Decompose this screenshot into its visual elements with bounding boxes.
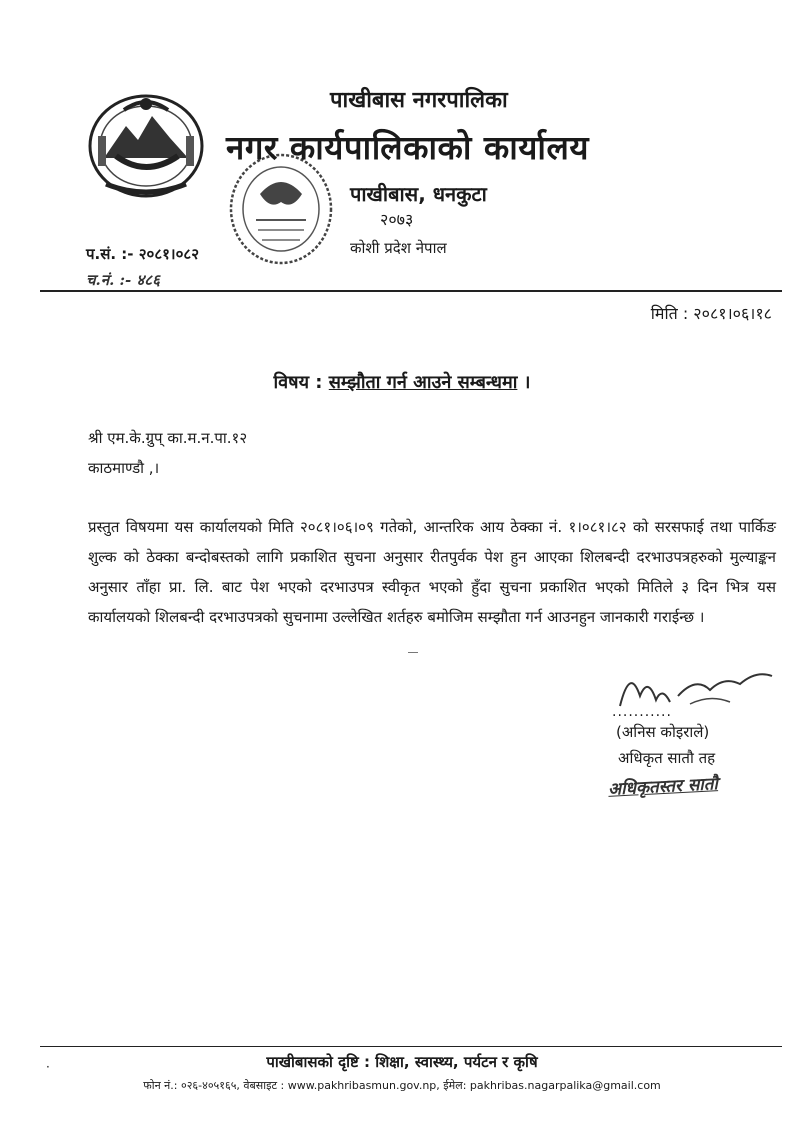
office-name: नगर कार्यपालिकाको कार्यालय — [226, 128, 589, 167]
signature-dots: ........... — [612, 704, 672, 720]
signatory-stamp: अधिकृतस्तर सातौ — [607, 774, 719, 800]
office-location: पाखीबास, धनकुटा — [350, 182, 487, 206]
footer-vision: पाखीबासको दृष्टि : शिक्षा, स्वास्थ्य, पर्यटन र कृषि — [266, 1053, 538, 1071]
signatory-title: अधिकृत सातौ तह — [618, 749, 716, 767]
recipient-address: काठमाण्डौ ,। — [88, 459, 160, 477]
footer-divider — [40, 1046, 782, 1047]
established-year: २०७३ — [380, 210, 414, 229]
subject-prefix: विषय : — [273, 372, 323, 393]
dispatch-number — [86, 270, 160, 290]
letter-date: मिति : २०८१।०६।१८ — [650, 304, 772, 323]
dispatch-number-text: च.नं. :- ४८६ — [86, 271, 160, 289]
municipality-name: पाखीबास नगरपालिका — [330, 88, 508, 113]
signatory-name: (अनिस कोइराले) — [616, 723, 710, 741]
stray-dot: · — [46, 1060, 50, 1074]
letter-number: प.सं. :- २०८१।०८२ — [86, 245, 200, 263]
header-divider — [40, 290, 782, 292]
subject-suffix: । — [523, 372, 531, 393]
nepal-emblem-logo — [86, 88, 206, 200]
stray-mark — [408, 652, 418, 653]
subject-text: सम्झौता गर्न आउने सम्बन्धमा — [328, 372, 518, 393]
footer-contact: फोन नं.: ०२६-४०५१६५, वेबसाइट : www.pakhribasmun.gov.np, ईमेल: pakhribas.nagarpalika@gmail.com — [143, 1079, 661, 1092]
recipient-name: श्री एम.के.ग्रुप् का.म.न.पा.१२ — [88, 429, 248, 447]
province-name: कोशी प्रदेश नेपाल — [350, 239, 447, 257]
subject-line — [0, 370, 804, 394]
letter-body: प्रस्तुत विषयमा यस कार्यालयको मिति २०८१।०६।०९ गतेको, आन्तरिक आय ठेक्का नं. १।०८१।८२ को सरसफाई तथा पार्किङ शुल्क को ठेक्का बन्दोबस्तको लागि प्रकाशित सुचना अनुसार रीतपुर्वक पेश हुन आएका शिलबन्दी दरभाउपत्रहरुको मुल्याङ्कन अनुसार ताँहा प्रा. लि. बाट पेश भएको दरभाउपत्र स्वीकृत भएको हुँदा सुचना प्रकाशित भएको मितिले ३ दिन भित्र यस कार्यालयको शिलबन्दी दरभाउपत्रको सुचनामा उल्लेखित शर्तहरु बमोजिम सम्झौता गर्न आउनहुन जानकारी गराईन्छ । — [88, 518, 776, 626]
